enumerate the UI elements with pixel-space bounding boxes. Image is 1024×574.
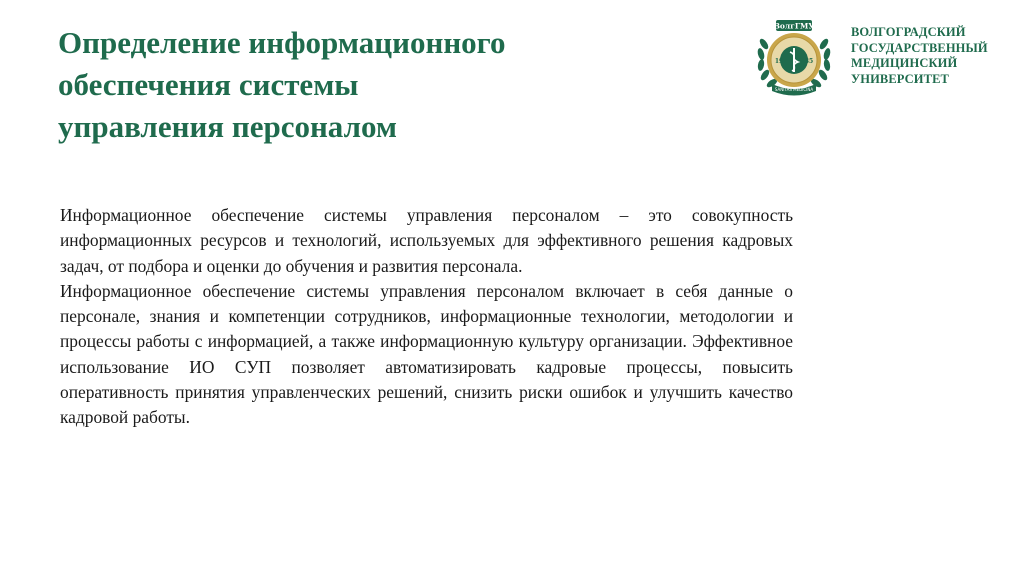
- logo-bottom-text: SANITAS MEDICINA: [774, 87, 814, 92]
- paragraph-definition: Информационное обеспечение системы управления персоналом – это совокупность информационных ресурсов и технологий, используемых для эффективного решения кадровых задач, от подбора и оценки до обучения и развития персонала.: [60, 205, 793, 276]
- logo-year-right: 35: [804, 58, 814, 65]
- university-name-line-4: УНИВЕРСИТЕТ: [851, 71, 949, 86]
- university-name: [851, 25, 1021, 87]
- logo-year-left: 19: [774, 58, 784, 65]
- university-name-line-1: ВОЛГОГРАДСКИЙ: [851, 25, 966, 39]
- university-name-line-2: ГОСУДАРСТВЕННЫЙ: [851, 40, 988, 55]
- title-line-3: управления персоналом: [58, 109, 398, 144]
- paragraph-composition: Информационное обеспечение системы управления персоналом включает в себя данные о персонале, знания и компетенции сотрудников, информационные технологии, методологии и процессы работы с информацией, а также информационную культуру организации. Эффективное использование ИО СУП позволяет автоматизировать кадровые процессы, повысить оперативность принятия управленческих решений, снизить риски ошибок и улучшить качество кадровой работы.: [60, 280, 793, 428]
- slide-title: [58, 22, 678, 148]
- body-text: [60, 203, 793, 431]
- university-name-line-3: МЕДИЦИНСКИЙ: [851, 56, 958, 70]
- title-line-2: обеспечения системы: [58, 67, 359, 102]
- title-line-1: Определение информационного: [58, 25, 506, 60]
- logo-top-text: ВолгГМУ: [773, 21, 815, 31]
- university-logo: [752, 14, 836, 98]
